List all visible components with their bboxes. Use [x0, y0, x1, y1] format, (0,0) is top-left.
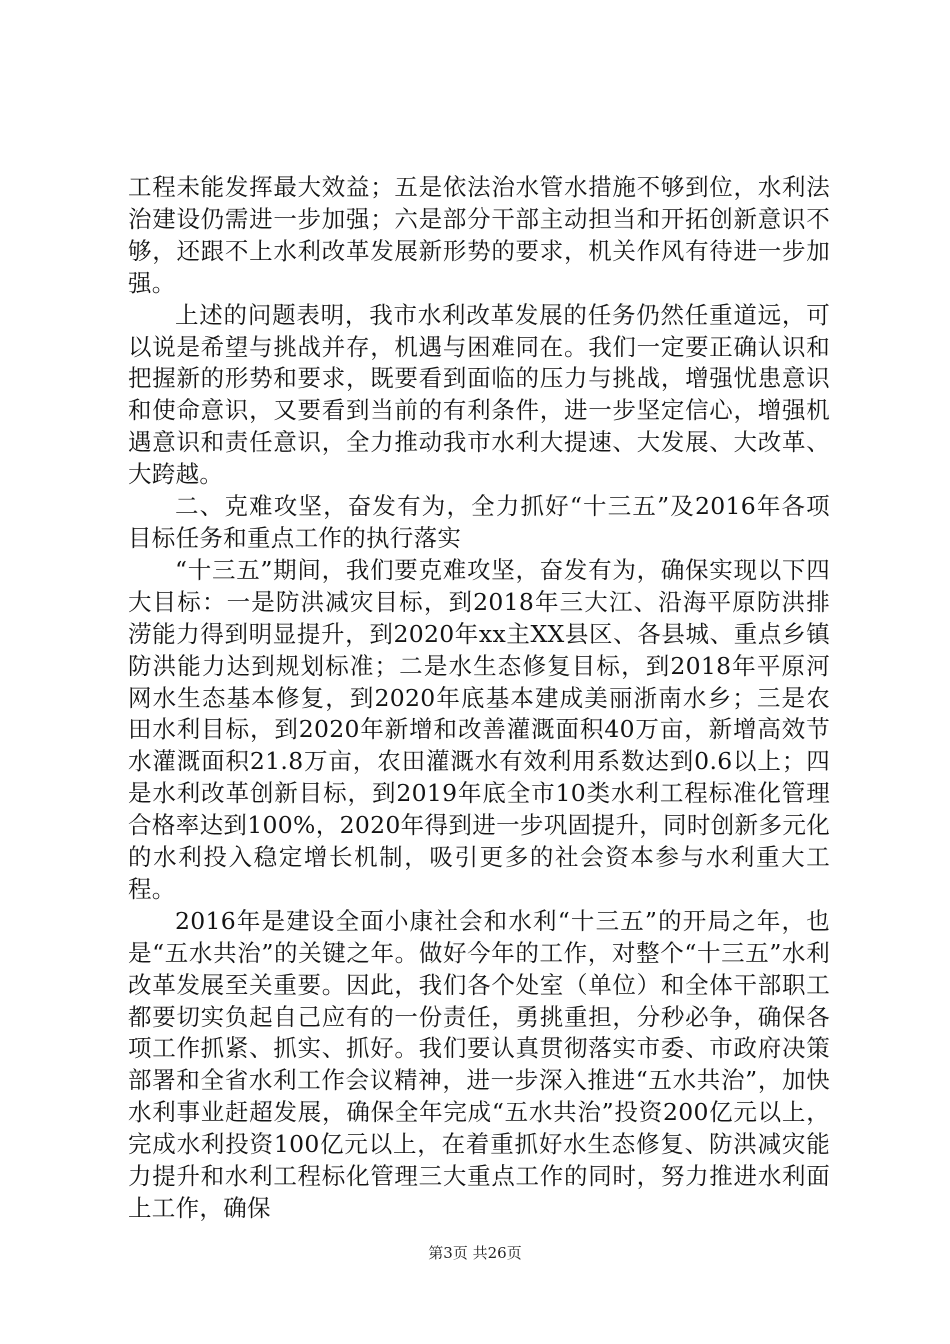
section-heading-two: 二、克难攻坚，奋发有为，全力抓好“十三五”及2016年各项目标任务和重点工作的执行落实 — [128, 492, 830, 552]
paragraph-2016-work: 2016年是建设全面小康社会和水利“十三五”的开局之年，也是“五水共治”的关键之年。做好今年的工作，对整个“十三五”水利改革发展至关重要。因此，我们各个处室（单位）和全体干部职工都要切实负起自己应有的一份责任，勇挑重担，分秒必争，确保各项工作抓紧、抓实、抓好。我们要认真贯彻落实市委、市政府决策部署和全省水利工作会议精神，进一步深入推进“五水共治”，加快水利事业赶超发展，确保全年完成“五水共治”投资200亿元以上，完成水利投资100亿元以上，在着重抓好水生态修复、防洪减灾能力提升和水利工程标化管理三大重点工作的同时，努力推进水利面上工作，确保 — [128, 906, 830, 1222]
page-number-footer: 第3页 共26页 — [428, 1244, 522, 1262]
paragraph-continuation: 工程未能发挥最大效益；五是依法治水管水措施不够到位，水利法治建设仍需进一步加强；六是部分干部主动担当和开拓创新意识不够，还跟不上水利改革发展新形势的要求，机关作风有待进一步加强。 — [128, 173, 830, 297]
paragraph-four-goals: “十三五”期间，我们要克难攻坚，奋发有为，确保实现以下四大目标：一是防洪减灾目标，到2018年三大江、沿海平原防洪排涝能力得到明显提升，到2020年xx主XX县区、各县城、重点乡镇防洪能力达到规划标准；二是水生态修复目标，到2018年平原河网水生态基本修复，到2020年底基本建成美丽浙南水乡；三是农田水利目标，到2020年新增和改善灌溉面积40万亩，新增高效节水灌溉面积21.8万亩，农田灌溉水有效利用系数达到0.6以上；四是水利改革创新目标，到2019年底全市10类水利工程标准化管理合格率达到100%，2020年得到进一步巩固提升，同时创新多元化的水利投入稳定增长机制，吸引更多的社会资本参与水利重大工程。 — [128, 555, 830, 903]
paragraph-problems-summary: 上述的问题表明，我市水利改革发展的任务仍然任重道远，可以说是希望与挑战并存，机遇与困难同在。我们一定要正确认识和把握新的形势和要求，既要看到面临的压力与挑战，增强忧患意识和使命意识，又要看到当前的有利条件，进一步坚定信心，增强机遇意识和责任意识，全力推动我市水利大提速、大发展、大改革、大跨越。 — [128, 300, 830, 489]
document-body — [128, 172, 830, 1225]
